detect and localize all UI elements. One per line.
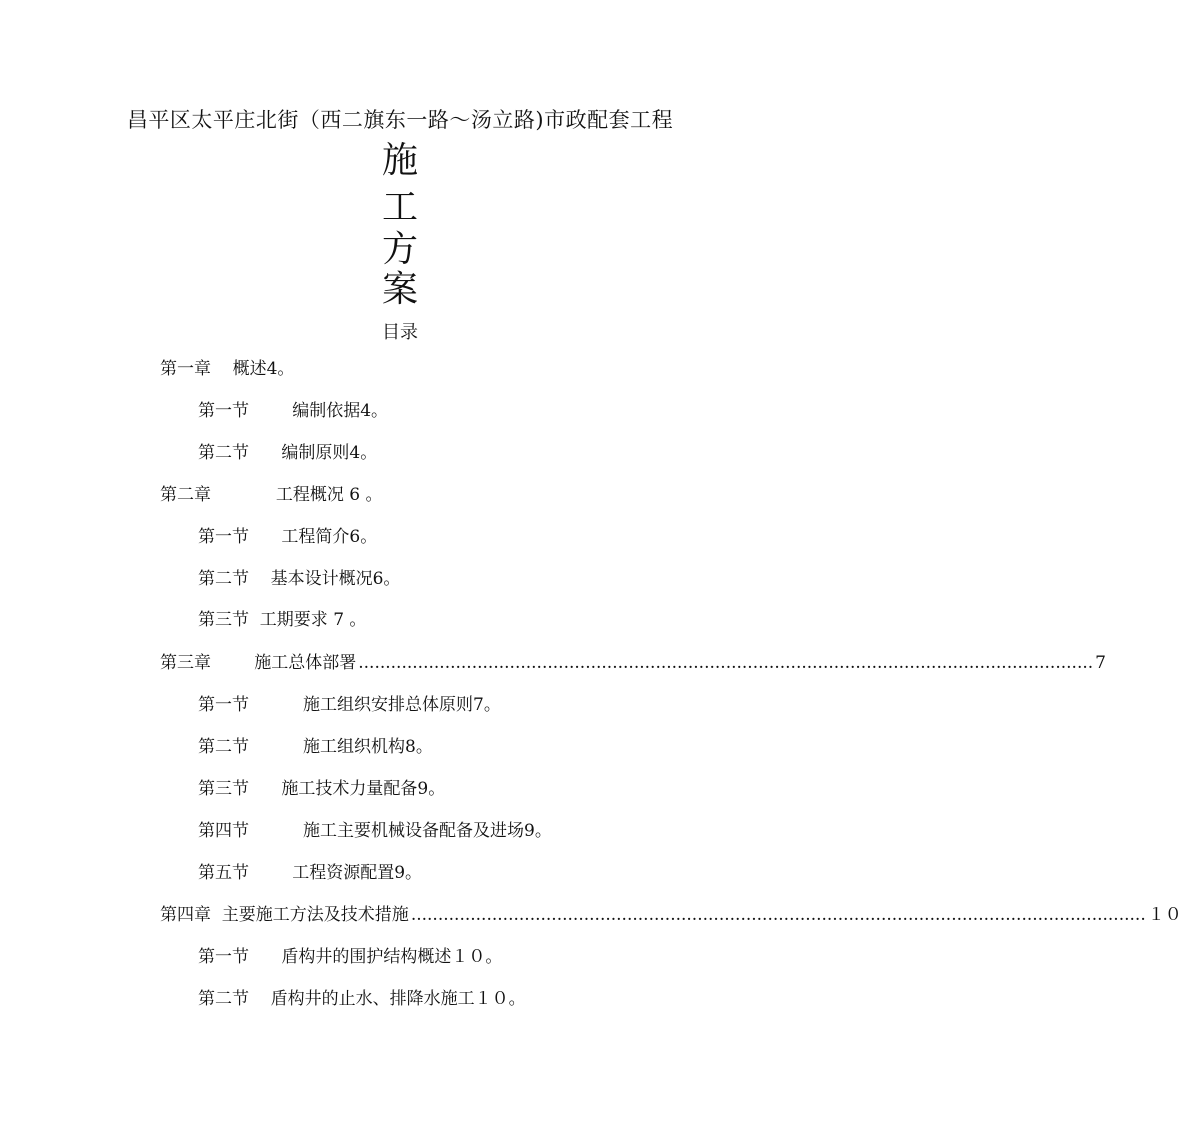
toc-chapter-3-label: 第三章 施工总体部署 — [160, 653, 357, 673]
big-title-char-1: 施 — [381, 140, 418, 181]
toc-section-1-1: 第一节 编制依据4。 — [198, 401, 389, 421]
toc-section-2-3: 第三节 工期要求 7 。 — [198, 610, 367, 630]
toc-section-3-2: 第二节 施工组织机构8。 — [198, 737, 433, 757]
toc-chapter-4-label: 第四章 主要施工方法及技术措施 — [160, 905, 409, 925]
toc-leader-dots: ........................................................................................................................................ — [358, 653, 1094, 673]
toc-section-3-1: 第一节 施工组织安排总体原则7。 — [198, 695, 501, 715]
toc-chapter-2: 第二章 工程概况 6 。 — [160, 485, 383, 505]
toc-leader-dots: ........................................................................................................................................ — [410, 905, 1146, 925]
toc-section-3-3: 第三节 施工技术力量配备9。 — [198, 779, 446, 799]
toc-chapter-4 — [160, 904, 1182, 926]
toc-section-4-1: 第一节 盾构井的围护结构概述１０。 — [198, 947, 503, 967]
toc-section-3-4: 第四节 施工主要机械设备配备及进场9。 — [198, 821, 552, 841]
toc-chapter-3-page: 7 — [1095, 653, 1106, 673]
toc-heading: 目录 — [382, 322, 418, 343]
toc-chapter-3 — [160, 652, 1106, 674]
toc-section-3-5: 第五节 工程资源配置9。 — [198, 863, 423, 883]
toc-chapter-4-page: １０ — [1147, 905, 1182, 925]
document-title: 昌平区太平庄北街（西二旗东一路～汤立路)市政配套工程 — [126, 108, 674, 132]
toc-section-1-2: 第二节 编制原则4。 — [198, 443, 378, 463]
big-title-char-2: 工 — [381, 187, 418, 228]
toc-section-4-2: 第二节 盾构井的止水、排降水施工１０。 — [198, 989, 526, 1009]
toc-section-2-1: 第一节 工程简介6。 — [198, 527, 378, 547]
big-title-char-4: 案 — [381, 269, 418, 310]
toc-chapter-1: 第一章 概述4。 — [160, 359, 295, 379]
toc-section-2-2: 第二节 基本设计概况6。 — [198, 569, 401, 589]
big-title-char-3: 方 — [381, 229, 418, 270]
